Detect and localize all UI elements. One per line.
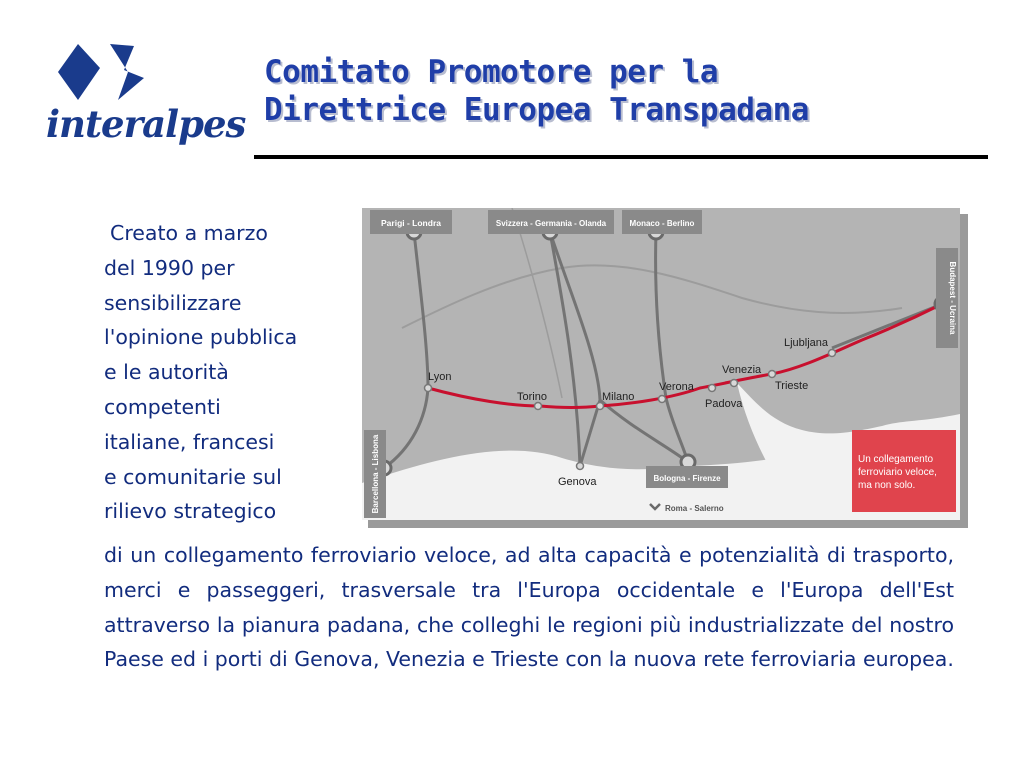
label-munich-berlin: Monaco - Berlino: [629, 219, 695, 228]
interalpes-logo: [40, 38, 246, 158]
intro-line: l'opinione pubblica: [104, 325, 298, 350]
title-line-1: Comitato Promotore per la: [264, 54, 719, 90]
label-paris-london: Parigi - Londra: [381, 218, 441, 228]
city-padova: Padova: [705, 398, 743, 410]
city-trieste: Trieste: [775, 380, 809, 392]
city-ljubljana: Ljubljana: [784, 337, 829, 349]
intro-line: e comunitarie sul: [104, 464, 282, 489]
label-swiss-german-dutch: Svizzera - Germania - Olanda: [495, 219, 607, 228]
label-rome-salerno: Roma - Salerno: [665, 504, 724, 513]
intro-line: competenti: [104, 394, 221, 419]
title-divider: [254, 155, 988, 159]
rail-map: [362, 208, 968, 528]
intro-line: italiane, francesi: [104, 429, 275, 454]
intro-line: e le autorità: [104, 360, 229, 385]
callout-line-1: Un collegamento: [858, 454, 934, 465]
label-barcelona-lisbon: Barcellona - Lisbona: [371, 434, 380, 514]
city-venezia: Venezia: [722, 364, 762, 376]
callout-line-2: ferroviario veloce,: [858, 467, 937, 478]
rail-map-graphic: [362, 208, 960, 520]
logo-wordmark: interalpes: [46, 102, 246, 146]
interalpes-mark-icon: [48, 38, 158, 108]
city-milano: Milano: [602, 391, 635, 403]
label-budapest-ukraine: Budapest - Ucraina: [948, 261, 957, 335]
city-torino: Torino: [517, 391, 547, 403]
intro-line: sensibilizzare: [104, 290, 242, 315]
city-lyon: Lyon: [428, 371, 452, 383]
body-paragraph: di un collegamento ferroviario veloce, ad alta capacità e potenzialità di trasporto, merci e passeggeri, trasversale tra l'Europa occidentale e l'Europa dell'Est attraverso la pianura padana, che colleghi le regioni più industrializzate del nostro Paese ed i porti di Genova, Venezia e Trieste con la nuova rete ferroviaria europea.: [104, 543, 954, 672]
intro-line: rilievo strategico: [104, 499, 277, 524]
intro-line: del 1990 per: [104, 255, 235, 280]
page-title: [264, 53, 809, 129]
title-line-2: Direttrice Europea Transpadana: [264, 92, 809, 128]
city-genova: Genova: [558, 476, 597, 488]
intro-paragraph: [104, 216, 354, 529]
intro-line: Creato a marzo: [110, 221, 268, 245]
label-bologna-florence: Bologna - Firenze: [653, 474, 721, 483]
callout-line-3: ma non solo.: [858, 480, 916, 491]
city-verona: Verona: [659, 381, 694, 393]
